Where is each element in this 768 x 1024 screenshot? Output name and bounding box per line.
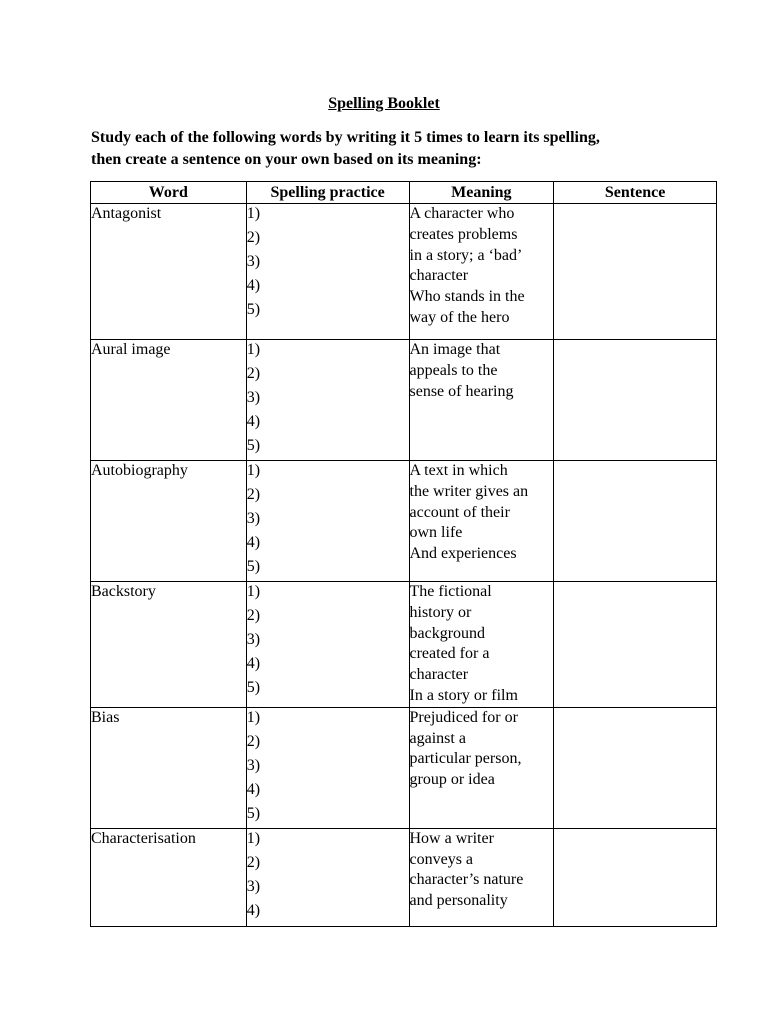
practice-line: 1) [246,341,261,358]
practice-line: 4) [246,901,261,919]
practice-line: 3) [246,877,261,895]
word-cell: Characterisation [91,828,247,926]
word-cell: Antagonist [91,204,247,340]
spelling-practice-cell[interactable] [246,340,409,461]
table-row [91,461,717,582]
meaning-line: appeals to the [409,361,498,379]
practice-line: 2) [246,365,261,382]
practice-line: 2) [246,853,261,871]
meaning-line: And experiences [409,545,517,563]
meaning-line: in a story; a ‘bad’ [409,246,523,264]
spelling-practice-cell[interactable] [246,461,409,582]
meaning-cell [409,204,554,340]
page-title: Spelling Booklet [328,95,440,112]
practice-line: 5) [246,679,261,696]
practice-line: 4) [246,655,261,672]
header-meaning: Meaning [409,182,554,204]
meaning-line: Who stands in the [409,288,525,306]
practice-line: 5) [246,558,261,575]
meaning-line: sense of hearing [409,382,514,400]
sentence-cell[interactable] [554,340,717,461]
meaning-cell [409,707,554,828]
meaning-line: Prejudiced for or [409,708,518,726]
meaning-cell [409,582,554,708]
meaning-line: group or idea [409,771,495,789]
practice-line: 5) [246,301,261,318]
spelling-practice-cell[interactable] [246,204,409,340]
instructions-line: then create a sentence on your own based on its meaning: [91,151,482,168]
sentence-cell[interactable] [554,707,717,828]
sentence-cell[interactable] [554,204,717,340]
meaning-line: account of their [409,503,510,521]
practice-line: 4) [246,534,261,551]
practice-line: 5) [246,437,261,454]
practice-line: 2) [246,732,261,750]
meaning-line: conveys a [409,850,474,868]
meaning-line: A character who [409,205,515,222]
meaning-line: character [409,666,469,684]
meaning-line: character [409,267,469,285]
meaning-line: the writer gives an [409,482,529,500]
table-body [91,204,717,927]
spelling-practice-cell[interactable] [246,582,409,708]
instructions-line: Study each of the following words by writing it 5 times to learn its spelling, [91,129,600,146]
practice-line: 4) [246,413,261,430]
sentence-cell[interactable] [554,461,717,582]
header-word: Word [91,182,247,204]
practice-line: 5) [246,804,261,822]
header-spelling-practice: Spelling practice [246,182,409,204]
meaning-cell [409,340,554,461]
meaning-line: own life [409,524,463,542]
practice-line: 4) [246,277,261,294]
practice-line: 1) [246,462,261,479]
practice-line: 1) [246,829,261,847]
practice-line: 1) [246,708,261,726]
practice-line: 3) [246,756,261,774]
table-row [91,582,717,708]
spelling-table [90,181,717,927]
meaning-line: created for a [409,645,490,663]
meaning-line: way of the hero [409,308,510,326]
practice-line: 3) [246,631,261,648]
meaning-line: creates problems [409,225,518,243]
meaning-line: How a writer [409,829,494,847]
meaning-line: background [409,624,486,642]
practice-line: 1) [246,583,261,600]
sentence-cell[interactable] [554,582,717,708]
meaning-cell [409,828,554,926]
practice-line: 3) [246,253,261,270]
practice-line: 2) [246,486,261,503]
table-row [91,828,717,926]
word-cell: Aural image [91,340,247,461]
header-row [91,182,717,204]
spelling-practice-cell[interactable] [246,707,409,828]
spelling-practice-cell[interactable] [246,828,409,926]
practice-line: 2) [246,607,261,624]
practice-line: 4) [246,780,261,798]
table-row [91,340,717,461]
header-sentence: Sentence [554,182,717,204]
practice-line: 1) [246,205,261,222]
meaning-line: In a story or film [409,686,518,704]
practice-line: 2) [246,229,261,246]
meaning-line: An image that [409,341,501,358]
sentence-cell[interactable] [554,828,717,926]
instructions [91,127,731,171]
word-cell: Backstory [91,582,247,708]
meaning-cell [409,461,554,582]
meaning-line: The fictional [409,583,492,600]
meaning-line: particular person, [409,750,522,768]
table-row [91,204,717,340]
table-row [91,707,717,828]
practice-line: 3) [246,389,261,406]
meaning-line: history or [409,603,472,621]
meaning-line: against a [409,729,466,747]
word-cell: Bias [91,707,247,828]
word-cell: Autobiography [91,461,247,582]
meaning-line: character’s nature [409,871,524,889]
practice-line: 3) [246,510,261,527]
meaning-line: and personality [409,892,508,910]
meaning-line: A text in which [409,462,508,479]
